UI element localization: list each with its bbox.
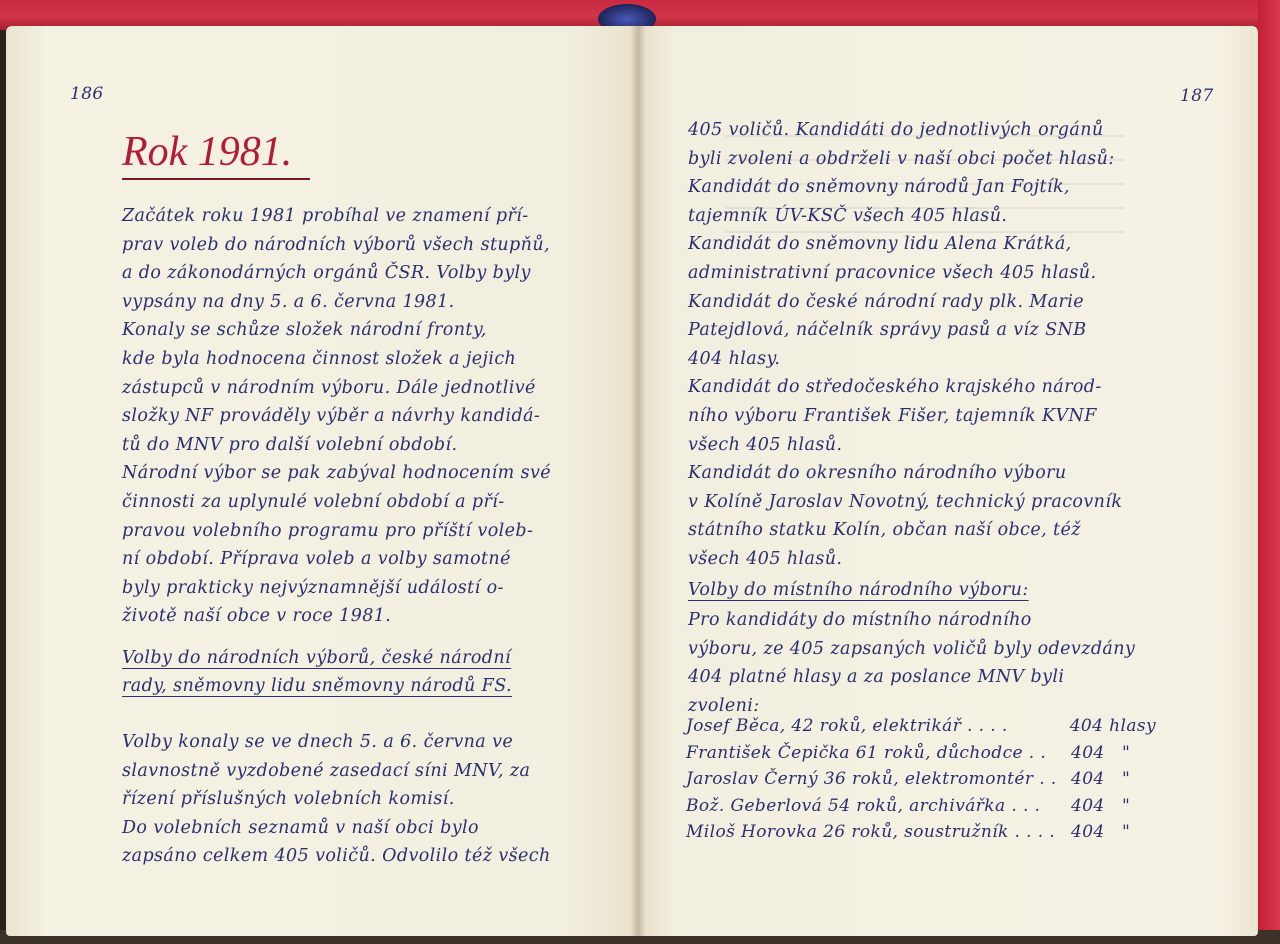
local-election-paragraph (688, 606, 1135, 720)
text-line: kde byla hodnocena činnost složek a jejich (122, 348, 517, 369)
text-line: Konaly se schůze složek národní fronty, (122, 320, 487, 341)
elected-member-row (686, 713, 1156, 740)
local-election-heading: Volby do místního národního výboru: (688, 580, 1029, 600)
text-line: Volby konaly se ve dnech 5. a 6. června ve (122, 732, 514, 752)
text-line: složky NF prováděly výběr a návrhy kandidá- (122, 406, 541, 427)
text-line: 404 platné hlasy a za poslance MNV byli (688, 667, 1065, 688)
member-name: Josef Běca, 42 roků, elektrikář . . . . (686, 716, 1008, 736)
intro-paragraphs (122, 202, 551, 631)
text-line: životě naší obce v roce 1981. (122, 606, 392, 627)
text-line: pravou volebního programu pro příští voleb- (122, 520, 534, 541)
elected-members-list (686, 713, 1156, 846)
text-line: zástupců v národním výboru. Dále jednotlivé (122, 377, 536, 398)
text-line: činnosti za uplynulé volební období a pří- (122, 491, 505, 512)
text-line: v Kolíně Jaroslav Novotný, technický pracovník (688, 491, 1123, 512)
text-line: Kandidát do sněmovny lidu Alena Krátká, (688, 234, 1072, 255)
text-line: 404 hlasy. (688, 348, 781, 369)
text-line: Začátek roku 1981 probíhal ve znamení pří- (122, 206, 529, 226)
text-line: ního výboru František Fišer, tajemník KVNF (688, 405, 1097, 426)
text-line: zvoleni: (688, 695, 760, 716)
member-votes: 404 " (1071, 742, 1131, 763)
text-line: ní období. Příprava voleb a volby samotné (122, 549, 511, 570)
elected-member-row (686, 766, 1156, 793)
text-line: státního statku Kolín, občan naší obce, též (688, 520, 1081, 541)
text-line: Kandidát do české národní rady plk. Marie (688, 291, 1085, 312)
text-line: vypsány na dny 5. a 6. června 1981. (122, 291, 455, 312)
chapter-title: Rok 1981. (122, 129, 293, 175)
member-name: František Čepička 61 roků, důchodce . . (686, 742, 1047, 763)
member-votes: 404 " (1071, 822, 1131, 842)
text-line: výboru, ze 405 zapsaných voličů byly odevzdány (688, 638, 1136, 659)
candidate-results (688, 116, 1122, 574)
text-line: Kandidát do středočeského krajského národ- (688, 377, 1102, 398)
page-number-left: 186 (70, 84, 104, 104)
book-gutter (630, 26, 646, 936)
member-votes: 404 " (1071, 795, 1131, 816)
text-line: prav voleb do národních výborů všech stupňů, (122, 234, 550, 255)
election-paragraph (122, 728, 551, 871)
text-line: Národní výbor se pak zabýval hodnocením své (122, 463, 552, 484)
member-votes: 404 " (1071, 769, 1131, 789)
text-line: všech 405 hlasů. (688, 434, 843, 455)
text-line: tů do MNV pro další volební období. (122, 434, 458, 455)
text-line: byly prakticky nejvýznamnější událostí o- (122, 577, 504, 598)
text-line: zapsáno celkem 405 voličů. Odvolilo též všech (122, 846, 551, 867)
elected-member-row (686, 819, 1156, 846)
section-heading-line-2: rady, sněmovny lidu sněmovny národů FS. (122, 676, 512, 696)
text-line: slavnostně vyzdobené zasedací síni MNV, za (122, 760, 531, 781)
member-name: Jaroslav Černý 36 roků, elektromontér . . (686, 769, 1057, 789)
member-votes: 404 hlasy (1069, 716, 1156, 736)
text-line: 405 voličů. Kandidáti do jednotlivých orgánů (688, 120, 1104, 140)
page-number-right: 187 (1180, 86, 1214, 106)
text-line: a do zákonodárných orgánů ČSR. Volby byly (122, 263, 531, 284)
elected-member-row (686, 740, 1156, 767)
text-line: všech 405 hlasů. (688, 548, 843, 569)
text-line: řízení příslušných volebních komisí. (122, 789, 455, 810)
member-name: Miloš Horovka 26 roků, soustružník . . . . (686, 822, 1056, 842)
section-heading-line-1: Volby do národních výborů, české národní (122, 648, 512, 668)
text-line: tajemník ÚV-KSČ všech 405 hlasů. (688, 205, 1008, 226)
elected-member-row (686, 793, 1156, 820)
title-underline (122, 178, 310, 180)
text-line: Do volebních seznamů v naší obci bylo (122, 817, 479, 838)
member-name: Bož. Geberlová 54 roků, archivářka . . . (686, 795, 1041, 816)
text-line: Patejdlová, náčelník správy pasů a víz SNB (688, 320, 1087, 341)
text-line: Pro kandidáty do místního národního (688, 610, 1032, 630)
text-line: Kandidát do sněmovny národů Jan Fojtík, (688, 177, 1070, 198)
text-line: Kandidát do okresního národního výboru (688, 463, 1067, 484)
book-cover-right (1258, 0, 1280, 944)
text-line: byli zvoleni a obdrželi v naší obci počet hlasů: (688, 148, 1115, 169)
text-line: administrativní pracovnice všech 405 hlasů. (688, 262, 1097, 283)
